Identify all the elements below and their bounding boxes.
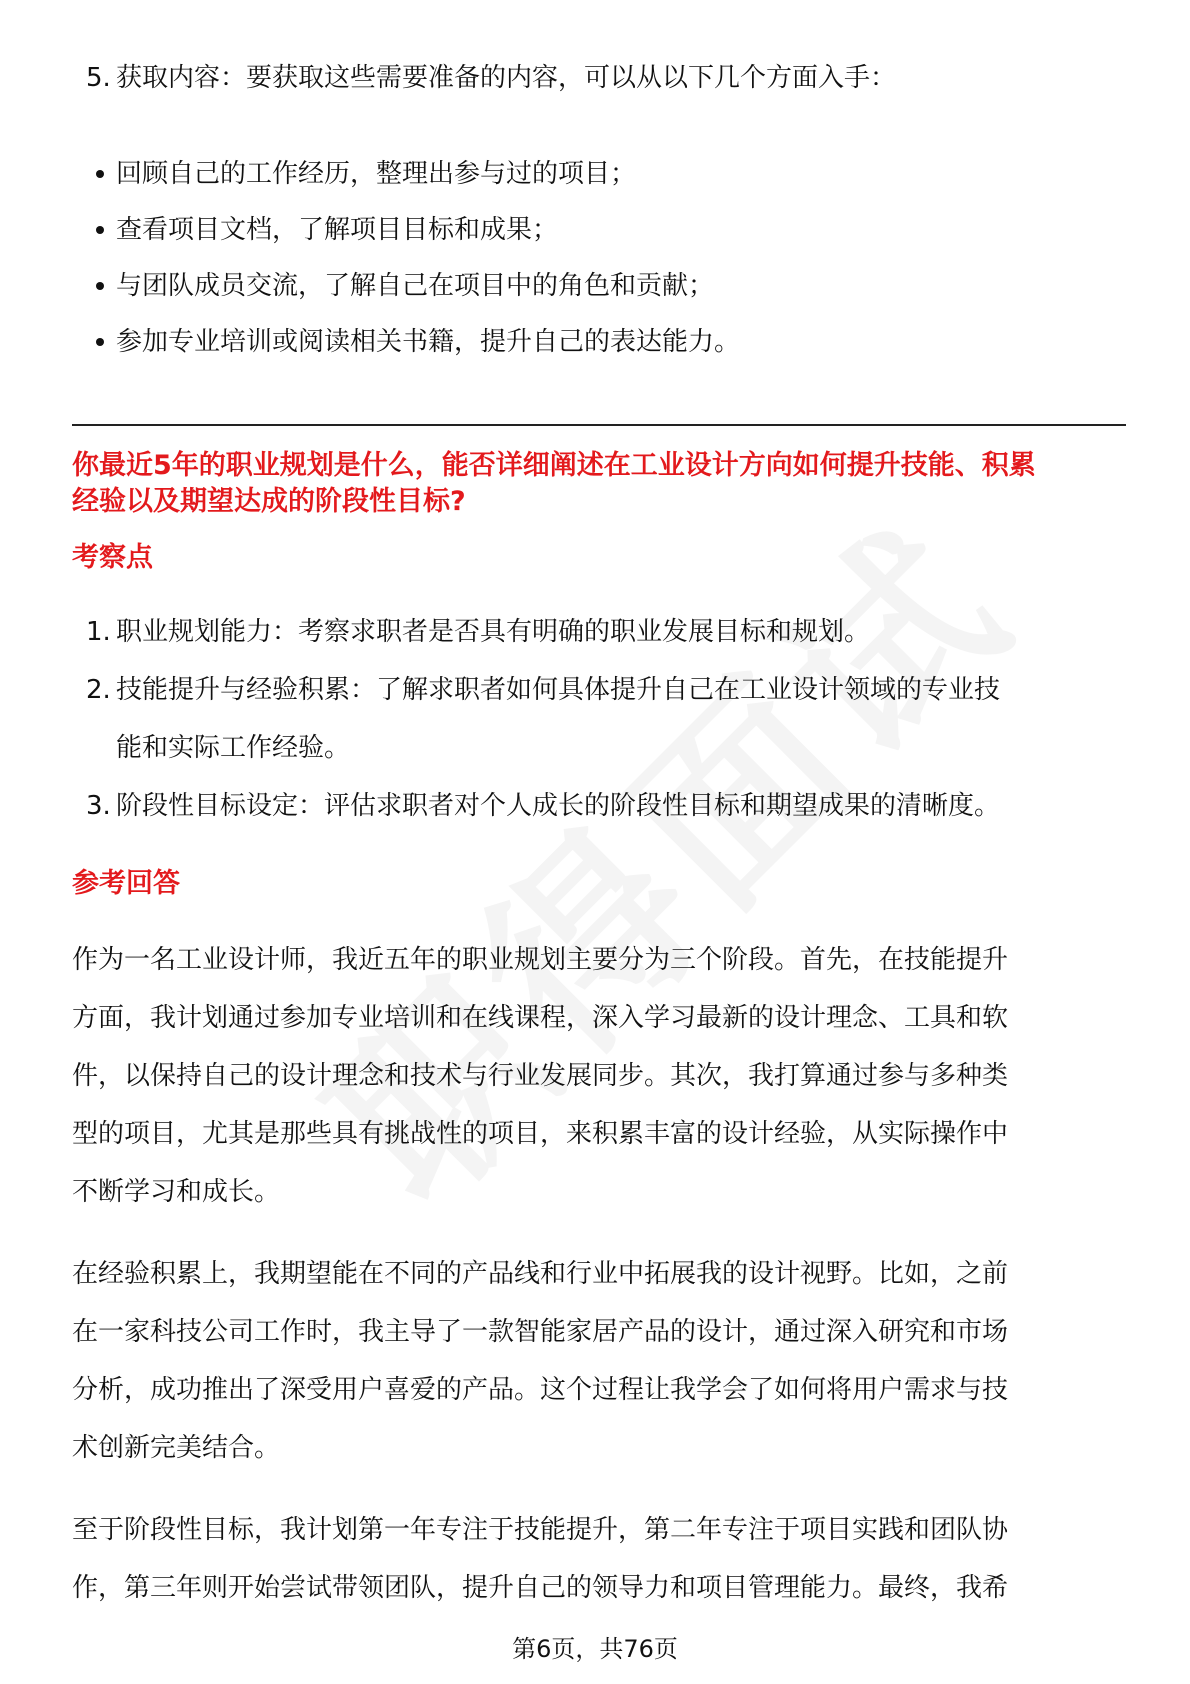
section-divider [72,424,1126,426]
bullet-dot [96,338,104,346]
question-line-2: 经验以及期望达成的阶段性目标? [72,486,466,517]
page-number-footer: 第6页，共76页 [512,1635,678,1663]
answer-p1-line-1: 作为一名工业设计师，我近五年的职业规划主要分为三个阶段。首先，在技能提升 [72,945,1009,975]
examine-item-2-text-line-2: 能和实际工作经验。 [116,733,351,763]
item-5-number: 5. [86,63,111,93]
answer-heading: 参考回答 [72,868,180,899]
examine-item-3-number: 3. [86,791,111,821]
bullet-item-2: 查看项目文档，了解项目目标和成果； [116,215,559,245]
bullet-item-4: 参加专业培训或阅读相关书籍，提升自己的表达能力。 [116,327,741,357]
answer-p2-line-1: 在经验积累上，我期望能在不同的产品线和行业中拓展我的设计视野。比如，之前 [72,1259,1009,1289]
answer-p2-line-2: 在一家科技公司工作时，我主导了一款智能家居产品的设计，通过深入研究和市场 [72,1317,1009,1347]
answer-p3-line-2: 作，第三年则开始尝试带领团队，提升自己的领导力和项目管理能力。最终，我希 [72,1573,1009,1603]
bullet-item-3: 与团队成员交流，了解自己在项目中的角色和贡献； [116,271,715,301]
answer-p1-line-3: 件，以保持自己的设计理念和技术与行业发展同步。其次，我打算通过参与多种类 [72,1061,1009,1091]
answer-p3-line-1: 至于阶段性目标，我计划第一年专注于技能提升，第二年专注于项目实践和团队协 [72,1515,1009,1545]
bullet-dot [96,170,104,178]
answer-p2-line-3: 分析，成功推出了深受用户喜爱的产品。这个过程让我学会了如何将用户需求与技 [72,1375,1009,1405]
answer-p2-line-4: 术创新完美结合。 [72,1433,281,1463]
answer-p1-line-4: 型的项目，尤其是那些具有挑战性的项目，来积累丰富的设计经验，从实际操作中 [72,1119,1009,1149]
examine-item-2-text-line-1: 技能提升与经验积累：了解求职者如何具体提升自己在工业设计领域的专业技 [116,675,1001,705]
bullet-dot [96,226,104,234]
answer-p1-line-2: 方面，我计划通过参加专业培训和在线课程，深入学习最新的设计理念、工具和软 [72,1003,1009,1033]
examine-item-2-number: 2. [86,675,111,705]
bullet-dot [96,282,104,290]
examine-item-3-text: 阶段性目标设定：评估求职者对个人成长的阶段性目标和期望成果的清晰度。 [116,791,1001,821]
examine-item-1-text: 职业规划能力：考察求职者是否具有明确的职业发展目标和规划。 [116,617,871,647]
answer-p1-line-5: 不断学习和成长。 [72,1177,281,1207]
examine-item-1-number: 1. [86,617,111,647]
examine-heading: 考察点 [72,542,153,573]
item-5-text: 获取内容：要获取这些需要准备的内容，可以从以下几个方面入手： [116,63,897,93]
question-line-1: 你最近5年的职业规划是什么，能否详细阐述在工业设计方向如何提升技能、积累 [72,450,1036,481]
bullet-item-1: 回顾自己的工作经历，整理出参与过的项目； [116,159,637,189]
